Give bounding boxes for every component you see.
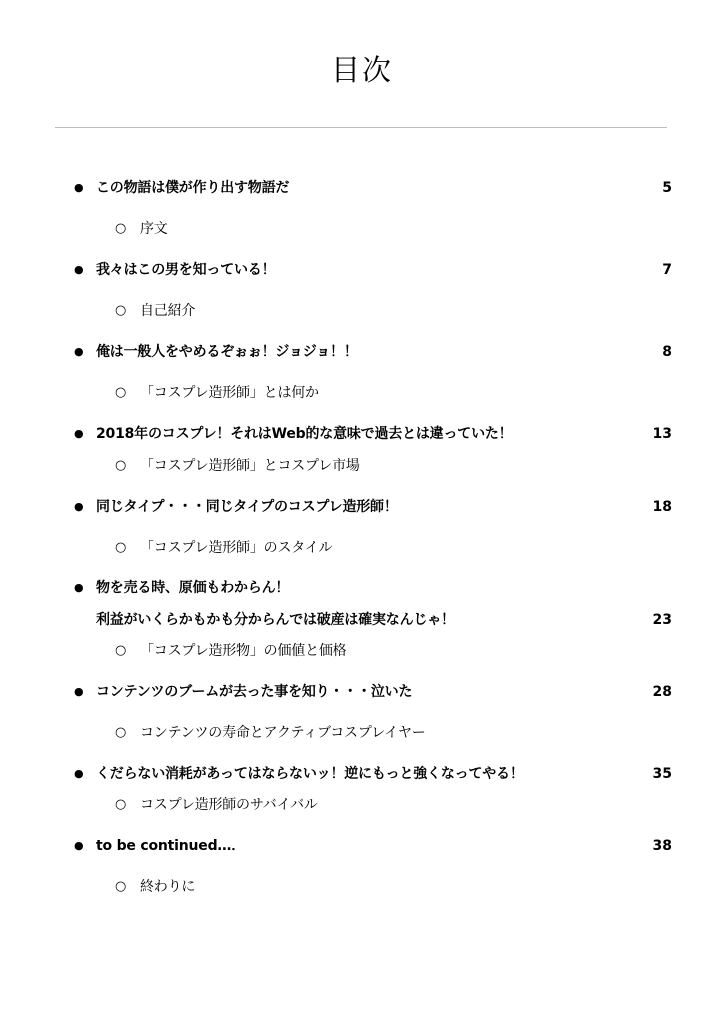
toc-chapter-7[interactable] [0,681,724,703]
chapter-title-line-2: 利益がいくらかもかも分からんでは破産は確実なんじゃ！ [96,612,455,628]
bullet-filled-icon: ● [74,500,84,513]
page-number: 8 [662,344,672,360]
toc-section-8[interactable] [0,794,724,816]
bullet-hollow-icon: ○ [115,221,127,236]
chapter-title: 俺は一般人をやめるぞぉぉ！ジョジョ！！ [96,344,358,360]
bullet-hollow-icon: ○ [115,540,127,555]
bullet-filled-icon: ● [74,685,84,698]
toc-section-3[interactable] [0,382,724,404]
title-divider [55,127,667,128]
page-number: 7 [662,262,672,278]
chapter-title: 我々はこの男を知っている！ [96,262,276,278]
toc-chapter-9[interactable] [0,835,724,857]
bullet-filled-icon: ● [74,767,84,780]
toc-section-4[interactable] [0,455,724,477]
section-title: 「コスプレ造形師」のスタイル [140,540,333,556]
toc-chapter-6[interactable] [0,577,724,599]
section-title: 「コスプレ造形師」とコスプレ市場 [140,458,360,474]
bullet-hollow-icon: ○ [115,458,127,473]
bullet-hollow-icon: ○ [115,879,127,894]
section-title: 終わりに [140,879,196,895]
chapter-title: 同じタイプ・・・同じタイプのコスプレ造形師！ [96,499,398,515]
bullet-filled-icon: ● [74,581,84,594]
bullet-hollow-icon: ○ [115,797,127,812]
section-title: コスプレ造形師のサバイバル [140,797,318,813]
bullet-hollow-icon: ○ [115,725,127,740]
chapter-title: コンテンツのブームが去った事を知り・・・泣いた [96,684,413,700]
chapter-title: 2018年のコスプレ！それはWeb的な意味で過去とは違っていた！ [96,426,513,442]
section-title: 序文 [140,221,168,237]
page-number: 13 [652,426,672,442]
toc-chapter-3[interactable] [0,341,724,363]
page-number: 35 [652,766,672,782]
chapter-title: 物を売る時、原価もわからん！ [96,580,290,596]
chapter-title: この物語は僕が作り出す物語だ [96,180,290,196]
page-number: 18 [652,499,672,515]
bullet-filled-icon: ● [74,839,84,852]
bullet-hollow-icon: ○ [115,643,127,658]
section-title: 「コスプレ造形物」の価値と価格 [140,643,347,659]
bullet-filled-icon: ● [74,181,84,194]
bullet-hollow-icon: ○ [115,385,127,400]
toc-chapter-6-continued[interactable] [0,609,724,631]
section-title: コンテンツの寿命とアクティブコスプレイヤー [140,725,426,741]
toc-section-7[interactable] [0,722,724,744]
bullet-filled-icon: ● [74,263,84,276]
section-title: 「コスプレ造形師」とは何か [140,385,319,401]
bullet-hollow-icon: ○ [115,303,127,318]
toc-section-6[interactable] [0,640,724,662]
chapter-title: くだらない消耗があってはならないッ！逆にもっと強くなってやる！ [96,766,524,782]
toc-section-1[interactable] [0,218,724,240]
page-number: 5 [662,180,672,196]
page-number: 28 [652,684,672,700]
toc-section-5[interactable] [0,537,724,559]
toc-section-9[interactable] [0,876,724,898]
page-title: 目次 [330,53,393,87]
toc-chapter-5[interactable] [0,496,724,518]
toc-chapter-4[interactable] [0,423,724,445]
bullet-filled-icon: ● [74,427,84,440]
toc-section-2[interactable] [0,300,724,322]
page-number: 23 [652,612,672,628]
toc-chapter-1[interactable] [0,177,724,199]
chapter-title: to be continued…． [96,838,246,854]
toc-chapter-8[interactable] [0,763,724,785]
page-number: 38 [652,838,672,854]
section-title: 自己紹介 [140,303,196,319]
toc-chapter-2[interactable] [0,259,724,281]
bullet-filled-icon: ● [74,345,84,358]
